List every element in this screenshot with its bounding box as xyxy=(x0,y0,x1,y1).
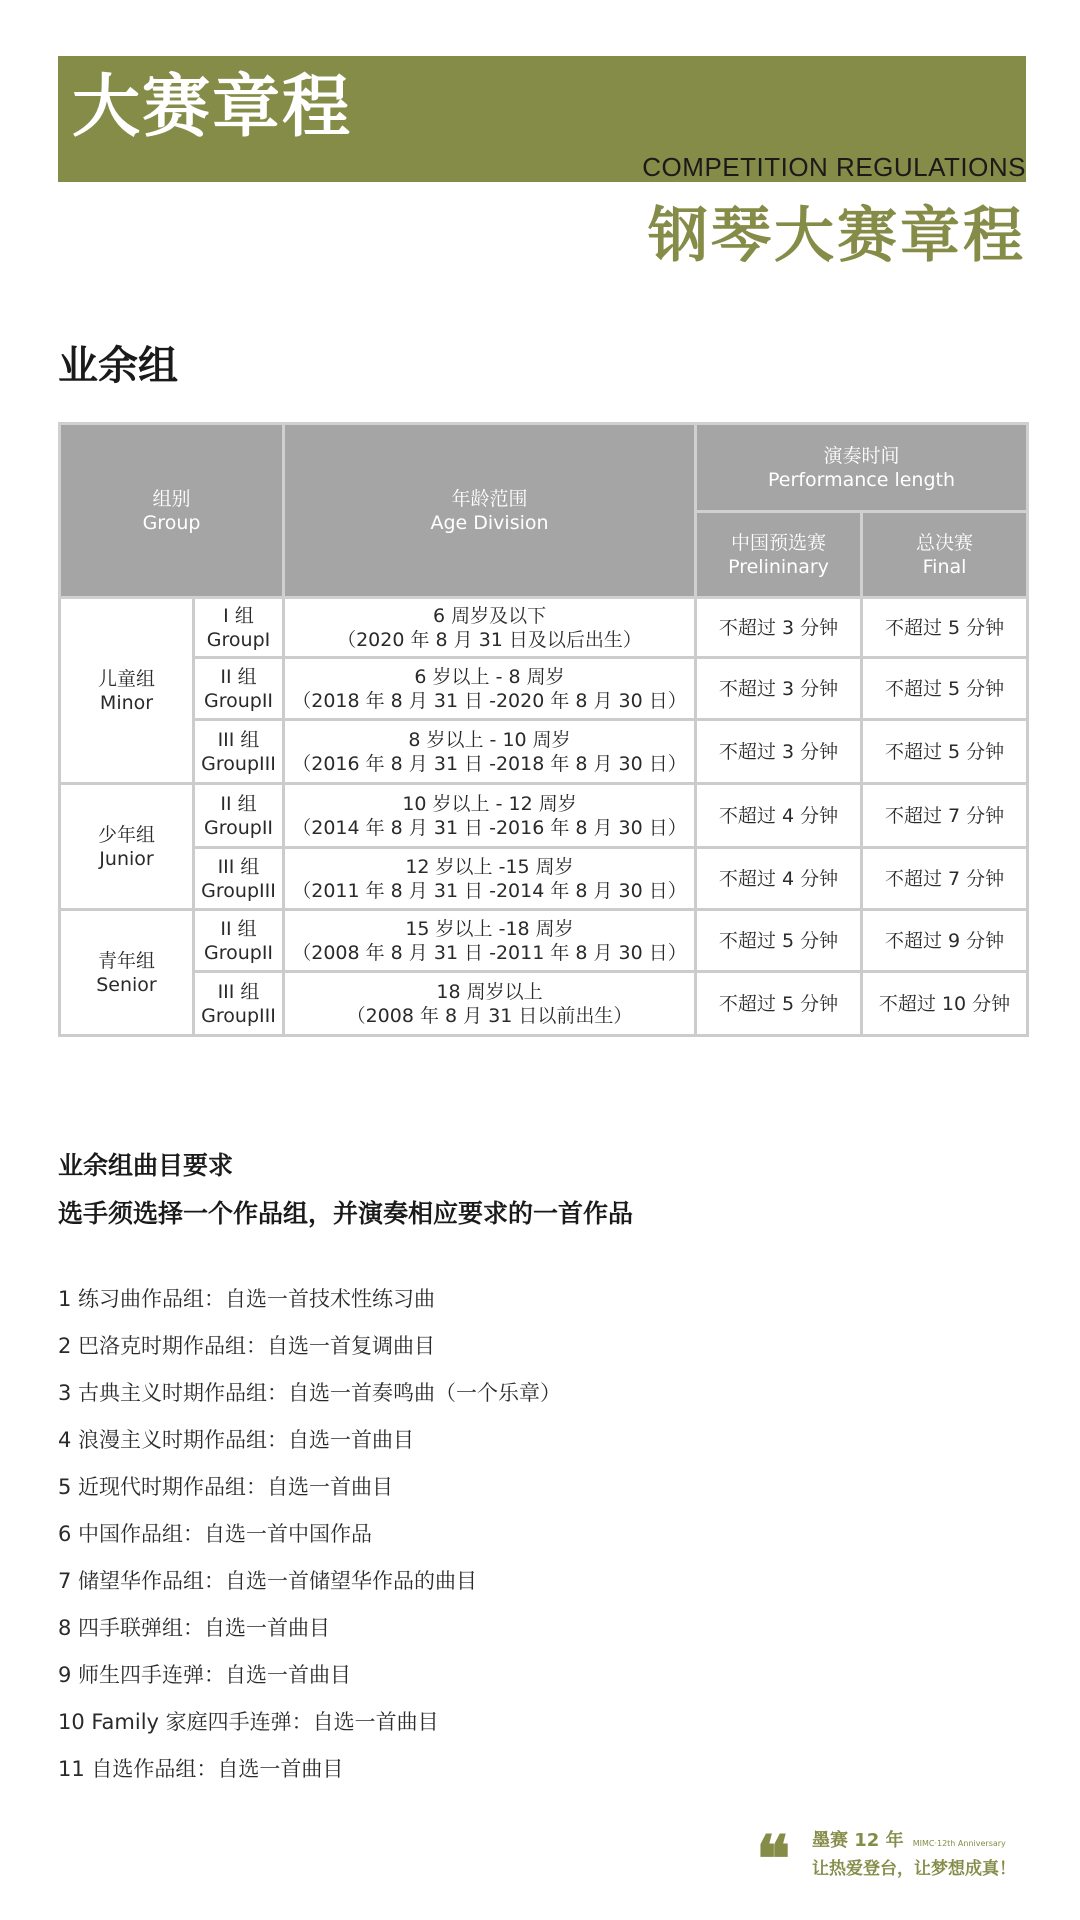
list-item: 9 师生四手连弹：自选一首曲目 xyxy=(58,1663,352,1687)
prelim-cell: 不超过 3 分钟 xyxy=(696,720,862,784)
final-cell: 不超过 9 分钟 xyxy=(862,910,1028,972)
requirements-subtitle: 选手须选择一个作品组，并演奏相应要求的一首作品 xyxy=(58,1199,634,1228)
list-item: 3 古典主义时期作品组：自选一首奏鸣曲（一个乐章） xyxy=(58,1381,562,1405)
list-item: 2 巴洛克时期作品组：自选一首复调曲目 xyxy=(58,1334,436,1358)
footer-logo xyxy=(756,1822,1026,1897)
age-cell: 8 岁以上 - 10 周岁 （2016 年 8 月 31 日 -2018 年 8 月 30 日） xyxy=(284,720,696,784)
table-row xyxy=(60,910,1028,972)
table-row xyxy=(60,720,1028,784)
list-item: 8 四手联弹组：自选一首曲目 xyxy=(58,1616,331,1640)
footer-anniversary: MIMC·12th Anniversary xyxy=(912,1839,1006,1848)
prelim-cell: 不超过 3 分钟 xyxy=(696,598,862,658)
table-row xyxy=(60,784,1028,848)
footer-brand: 墨赛 12 年 xyxy=(812,1830,904,1851)
requirements-list xyxy=(58,1284,561,1801)
header-banner xyxy=(58,56,1026,182)
regulations-table xyxy=(58,422,1029,1037)
prelim-cell: 不超过 4 分钟 xyxy=(696,848,862,910)
prelim-cell: 不超过 3 分钟 xyxy=(696,658,862,720)
list-item: 5 近现代时期作品组：自选一首曲目 xyxy=(58,1475,394,1499)
header-age: 年龄范围 Age Division xyxy=(284,424,696,598)
age-cell: 18 周岁以上 （2008 年 8 月 31 日以前出生） xyxy=(284,972,696,1036)
subgroup-cell: III 组 GroupIII xyxy=(194,848,284,910)
subgroup-cell: III 组 GroupIII xyxy=(194,720,284,784)
table-row xyxy=(60,598,1028,658)
table-row xyxy=(60,972,1028,1036)
section-title: 业余组 xyxy=(58,343,178,389)
age-cell: 10 岁以上 - 12 周岁 （2014 年 8 月 31 日 -2016 年 8 月 30 日） xyxy=(284,784,696,848)
footer-slogan: 让热爱登台，让梦想成真！ xyxy=(812,1859,1016,1879)
final-cell: 不超过 7 分钟 xyxy=(862,848,1028,910)
prelim-cell: 不超过 5 分钟 xyxy=(696,910,862,972)
subgroup-cell: I 组 GroupI xyxy=(194,598,284,658)
subgroup-cell: III 组 GroupIII xyxy=(194,972,284,1036)
age-cell: 6 周岁及以下 （2020 年 8 月 31 日及以后出生） xyxy=(284,598,696,658)
final-cell: 不超过 10 分钟 xyxy=(862,972,1028,1036)
table-row xyxy=(60,848,1028,910)
list-item: 11 自选作品组：自选一首曲目 xyxy=(58,1757,344,1781)
subgroup-cell: II 组 GroupII xyxy=(194,910,284,972)
category-cell: 少年组 Junior xyxy=(60,784,194,910)
subgroup-cell: II 组 GroupII xyxy=(194,784,284,848)
header-group: 组别 Group xyxy=(60,424,284,598)
category-cell: 青年组 Senior xyxy=(60,910,194,1036)
requirements-title: 业余组曲目要求 xyxy=(58,1151,234,1180)
list-item: 7 储望华作品组：自选一首储望华作品的曲目 xyxy=(58,1569,478,1593)
table-row xyxy=(60,658,1028,720)
final-cell: 不超过 5 分钟 xyxy=(862,658,1028,720)
age-cell: 6 岁以上 - 8 周岁 （2018 年 8 月 31 日 -2020 年 8 月 30 日） xyxy=(284,658,696,720)
header-preliminary: 中国预选赛 Prelininary xyxy=(696,512,862,598)
list-item: 1 练习曲作品组：自选一首技术性练习曲 xyxy=(58,1287,436,1311)
table-header-row xyxy=(60,424,1028,512)
prelim-cell: 不超过 5 分钟 xyxy=(696,972,862,1036)
final-cell: 不超过 7 分钟 xyxy=(862,784,1028,848)
final-cell: 不超过 5 分钟 xyxy=(862,720,1028,784)
page-subtitle: 钢琴大赛章程 xyxy=(648,201,1026,271)
page-title: 大赛章程 xyxy=(72,68,353,147)
list-item: 4 浪漫主义时期作品组：自选一首曲目 xyxy=(58,1428,415,1452)
quote-mark-icon: ❝ xyxy=(756,1822,791,1897)
header-final: 总决赛 Final xyxy=(862,512,1028,598)
prelim-cell: 不超过 4 分钟 xyxy=(696,784,862,848)
header-performance: 演奏时间 Performance length xyxy=(696,424,1028,512)
age-cell: 12 岁以上 -15 周岁 （2011 年 8 月 31 日 -2014 年 8 月 30 日） xyxy=(284,848,696,910)
page-title-en: COMPETITION REGULATIONS xyxy=(642,152,1026,182)
list-item: 6 中国作品组：自选一首中国作品 xyxy=(58,1522,373,1546)
final-cell: 不超过 5 分钟 xyxy=(862,598,1028,658)
list-item: 10 Family 家庭四手连弹：自选一首曲目 xyxy=(58,1710,439,1734)
subgroup-cell: II 组 GroupII xyxy=(194,658,284,720)
category-cell: 儿童组 Minor xyxy=(60,598,194,784)
age-cell: 15 岁以上 -18 周岁 （2008 年 8 月 31 日 -2011 年 8 月 30 日） xyxy=(284,910,696,972)
